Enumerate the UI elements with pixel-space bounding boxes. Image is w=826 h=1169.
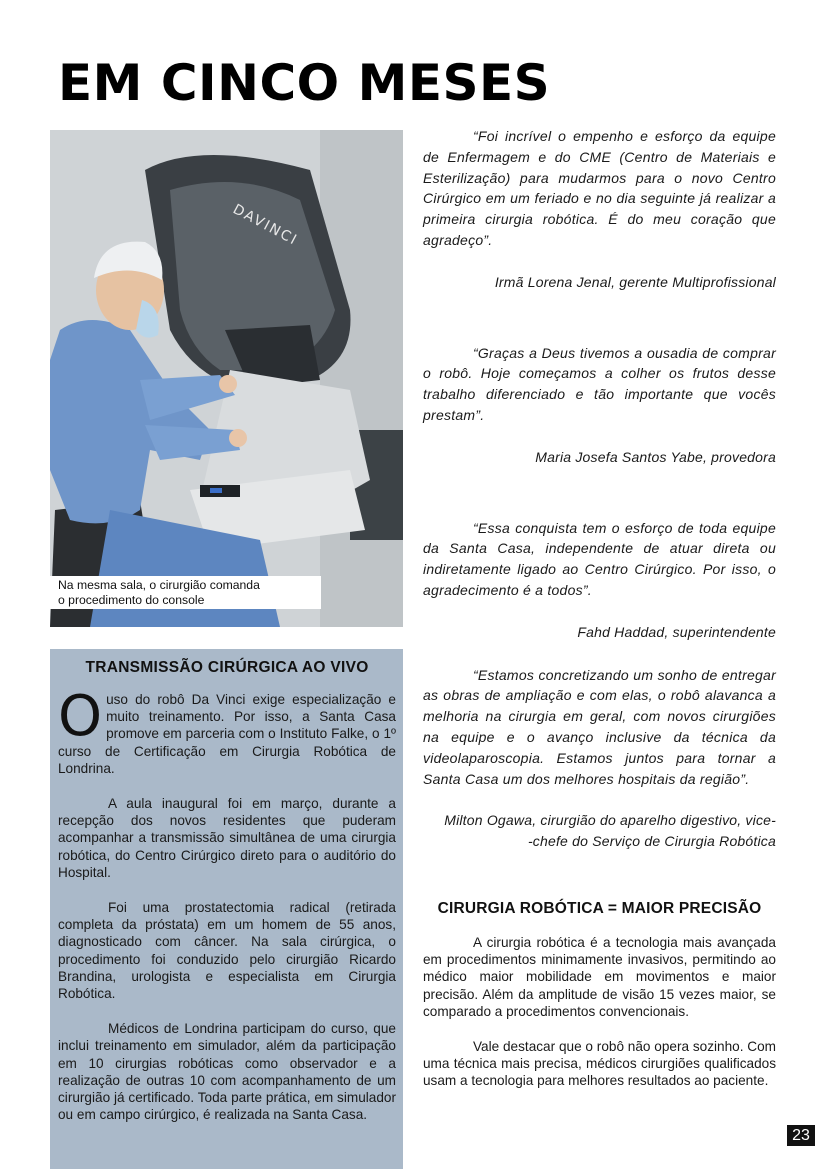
quote-author: -chefe do Serviço de Cirurgia Robótica (527, 833, 776, 850)
quote-author: Irmã Lorena Jenal, gerente Multiprofissional (494, 273, 776, 290)
precision-section (423, 900, 776, 1108)
photo-caption (50, 576, 321, 609)
page-number: 23 (787, 1125, 815, 1146)
section-paragraph: A cirurgia robótica é a tecnologia mais avançada em procedimentos minimamente invasivos, permitindo ao médico maior mobilidade em movimentos e maior precisão. Além da amplitude de visão 15 vezes maior, se comparado a procedimentos convencionais. (423, 935, 776, 1019)
quote-author: Milton Ogawa, cirurgião do aparelho digestivo, vice- (444, 812, 776, 829)
box-paragraph: A aula inaugural foi em março, durante a recepção dos novos residentes que puderam acompanhar a transmissão simultânea de uma cirurgia robótica, do Centro Cirúrgico direto para o auditório do Hospital. (58, 796, 396, 880)
page-headline: EM CINCO MESES (58, 54, 551, 112)
quote-author: Maria Josefa Santos Yabe, provedora (535, 448, 776, 465)
box-paragraph: Foi uma prostatectomia radical (retirada completa da próstata) em um homem de 55 anos, diagnosticado com câncer. Na sala cirúrgica, o procedimento foi conduzido pelo cirurgião Ricardo Brandina, urologista e especialista em Cirurgia Robótica. (58, 900, 396, 1002)
quote-text: “Graças a Deus tivemos a ousadia de comprar o robô. Hoje começamos a colher os frutos desse trabalho diferenciado e tão importante que vocês prestam”. (423, 344, 776, 423)
quote-text: “Foi incrível o empenho e esforço da equipe de Enfermagem e do CME (Centro de Materiais e Esterilização) para mudarmos para o novo Centro Cirúrgico em um feriado e no dia seguinte já realizar a primeira cirurgia robótica. É do meu coração que agradeço”. (423, 128, 776, 248)
quotes-column (423, 126, 776, 852)
section-title: CIRURGIA ROBÓTICA = MAIOR PRECISÃO (437, 900, 762, 917)
quote-text: “Estamos concretizando um sonho de entregar as obras de ampliação e com elas, o robô alavanca a melhoria na cirurgia em geral, com novos cirurgiões na equipe e o avanço inclusive da técnica da videolaparoscopia. Estamos juntos para tornar a Santa Casa um dos melhores hospitais da região”. (423, 666, 776, 787)
surgeon-console-photo (50, 130, 403, 627)
caption-line: Na mesma sala, o cirurgião comanda (58, 578, 260, 592)
box-paragraph-text: uso do robô Da Vinci exige especialização e muito treinamento. Por isso, a Santa Casa promove em parceria com o Instituto Falke, o 1º curso de Certificação em Cirurgia Robótica de Londrina. (58, 692, 396, 776)
davinci-logo-text: DAVINCI (230, 201, 301, 250)
photo-illustration (50, 130, 403, 627)
quote-text: “Essa conquista tem o esforço de toda equipe da Santa Casa, independente de atuar direta ou indiretamente ligado ao Centro Cirúrgico. Por isso, o agradecimento é a todos”. (423, 519, 776, 598)
live-transmission-box (50, 649, 403, 1169)
section-paragraph: Vale destacar que o robô não opera sozinho. Com uma técnica mais precisa, médicos cirurgiões qualificados usam a tecnologia para melhores resultados ao paciente. (423, 1039, 776, 1089)
drop-cap: O (58, 684, 103, 749)
box-title: TRANSMISSÃO CIRÚRGICA AO VIVO (85, 659, 369, 676)
box-paragraph (58, 684, 396, 777)
box-paragraph: Médicos de Londrina participam do curso, que inclui treinamento em simulador, além da participação em 10 cirurgias robóticas como observador e a realização de outras 10 com acompanhamento de um cirurgião já certificado. Toda parte prática, em simulador ou em campo cirúrgico, é realizada na Santa Casa. (58, 1021, 396, 1123)
quote-author: Fahd Haddad, superintendente (577, 623, 776, 640)
caption-line: o procedimento do console (58, 593, 205, 607)
